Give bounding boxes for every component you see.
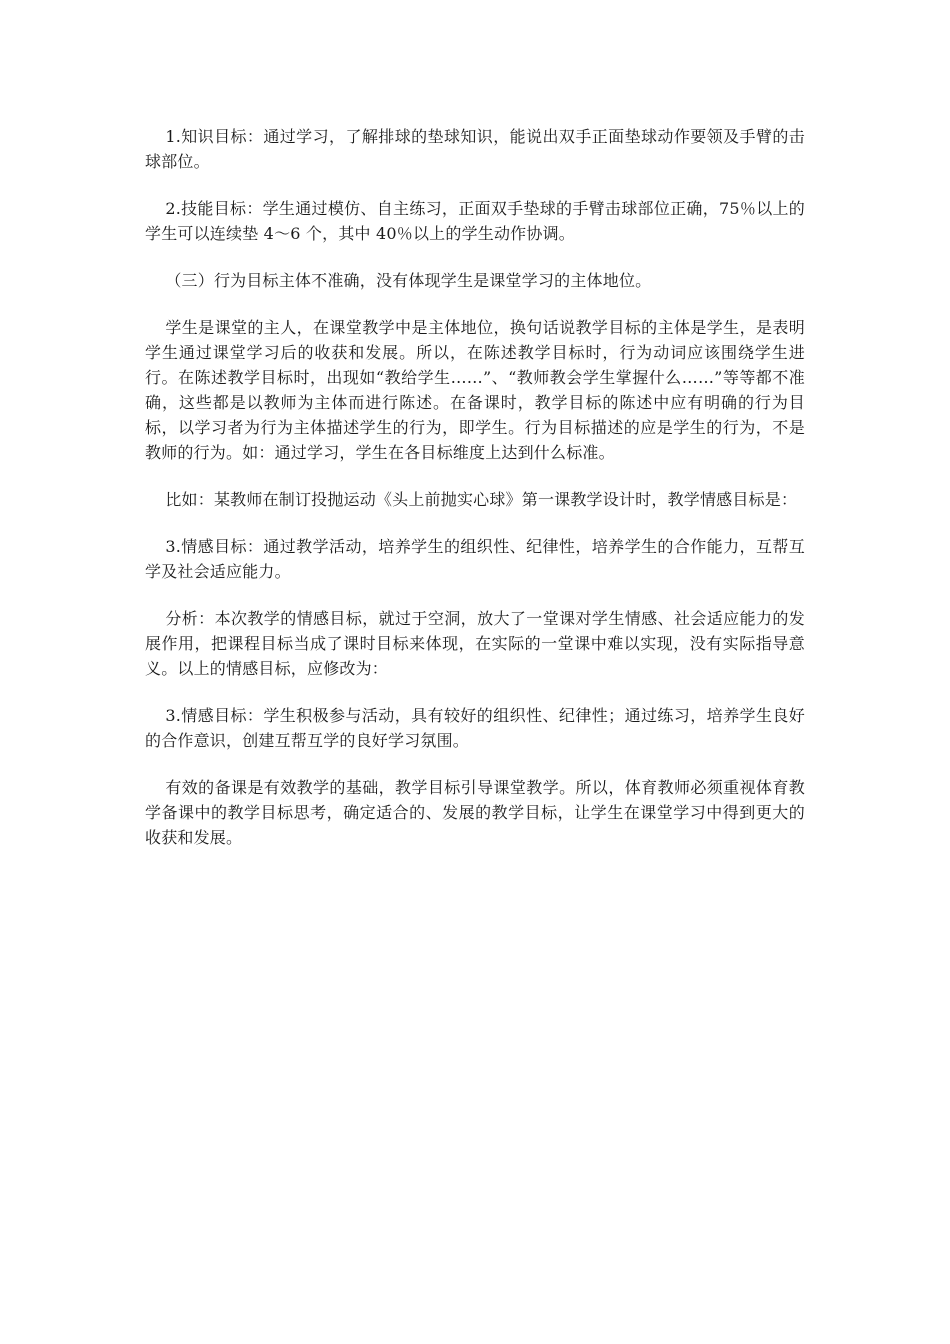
paragraph-emotion-goal-original: 3.情感目标：通过教学活动，培养学生的组织性、纪律性，培养学生的合作能力，互帮互学及社会适应能力。 xyxy=(145,537,805,581)
paragraph-conclusion: 有效的备课是有效教学的基础，教学目标引导课堂教学。所以，体育教师必须重视体育教学备课中的教学目标思考，确定适合的、发展的教学目标，让学生在课堂学习中得到更大的收获和发展。 xyxy=(145,778,805,847)
paragraph-section-heading: （三）行为目标主体不准确，没有体现学生是课堂学习的主体地位。 xyxy=(165,271,652,290)
paragraph-knowledge-goal: 1.知识目标：通过学习，了解排球的垫球知识，能说出双手正面垫球动作要领及手臂的击球部位。 xyxy=(145,127,805,171)
paragraph-skill-goal: 2.技能目标：学生通过模仿、自主练习，正面双手垫球的手臂击球部位正确，75％以上的学生可以连续垫 4～6 个，其中 40％以上的学生动作协调。 xyxy=(145,199,805,243)
paragraph-analysis: 分析：本次教学的情感目标，就过于空洞，放大了一堂课对学生情感、社会适应能力的发展作用，把课程目标当成了课时目标来体现，在实际的一堂课中难以实现，没有实际指导意义。以上的情感目标，应修改为： xyxy=(145,609,805,678)
paragraph-example-intro: 比如：某教师在制订投抛运动《头上前抛实心球》第一课教学设计时，教学情感目标是： xyxy=(165,490,798,509)
paragraph-student-subject: 学生是课堂的主人，在课堂教学中是主体地位，换句话说教学目标的主体是学生，是表明学生通过课堂学习后的收获和发展。所以，在陈述教学目标时，行为动词应该围绕学生进行。在陈述教学目标时，出现如“教给学生……”、“教师教会学生掌握什么……”等等都不准确，这些都是以教师为主体而进行陈述。在备课时，教学目标的陈述中应有明确的行为目标，以学习者为行为主体描述学生的行为，即学生。行为目标描述的应是学生的行为，不是教师的行为。如：通过学习，学生在各目标维度上达到什么标准。 xyxy=(145,318,805,462)
document-body xyxy=(145,124,805,872)
paragraph-emotion-goal-revised: 3.情感目标：学生积极参与活动，具有较好的组织性、纪律性；通过练习，培养学生良好的合作意识，创建互帮互学的良好学习氛围。 xyxy=(145,706,805,750)
